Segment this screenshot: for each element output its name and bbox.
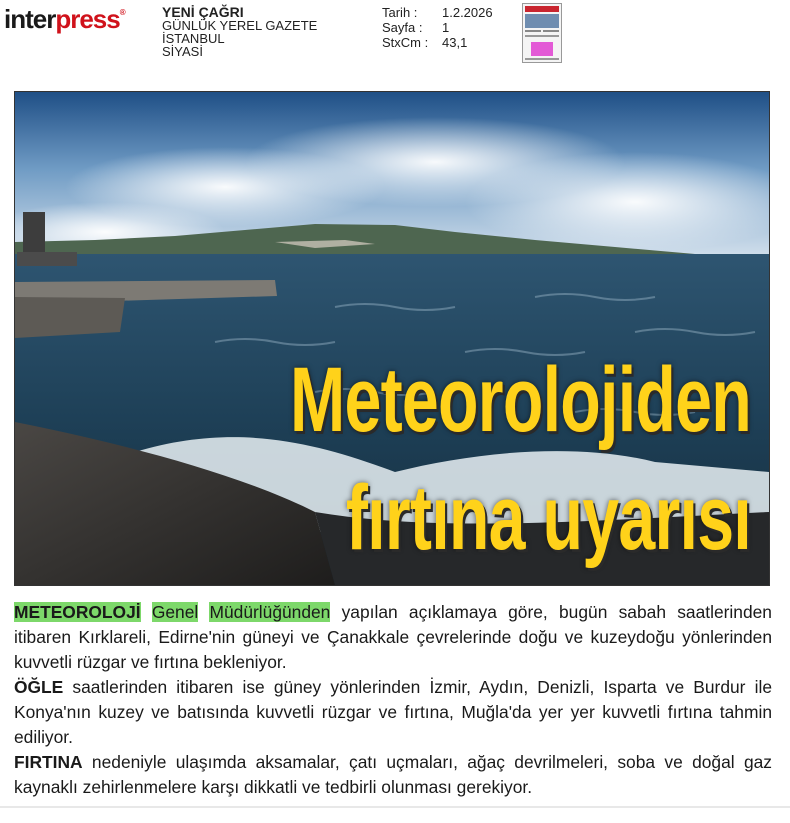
publication-category: SİYASİ — [162, 44, 203, 59]
bottom-divider — [0, 806, 790, 808]
meta-row-page — [382, 20, 493, 35]
clipping-meta — [382, 5, 493, 50]
meta-value: 1.2.2026 — [442, 5, 493, 20]
publication-city: İSTANBUL — [162, 31, 225, 46]
paragraph-text: yapılan açıklamaya göre, bugün sabah saatlerinden itibaren Kırklareli, Edirne'nin güneyi ve Çanakkale çevrelerinde doğu ve kuzeydoğu yönlerinden kuvvetli rüzgar ve fırtına bekleniyor. — [14, 602, 772, 672]
meta-row-date — [382, 5, 493, 20]
publication-type: GÜNLÜK YEREL GAZETE — [162, 18, 318, 33]
paragraph-1 — [14, 600, 772, 675]
headline-line-2: fırtına uyarısı — [345, 467, 751, 569]
meta-row-stxcm — [382, 35, 493, 50]
interpress-logo — [4, 4, 125, 35]
registered-mark: ® — [119, 8, 125, 17]
highlight-keyword: Genel — [151, 602, 199, 622]
meta-key: Tarih : — [382, 5, 418, 20]
highlight-keyword: METEOROLOJİ — [14, 602, 141, 622]
logo-part-inter: inter — [4, 4, 56, 34]
highlight-keyword: Müdürlüğünden — [209, 602, 331, 622]
meta-key: Sayfa : — [382, 20, 423, 35]
meta-value: 1 — [442, 20, 450, 35]
publication-name: YENİ ÇAĞRI — [162, 4, 244, 20]
paragraph-text: nedeniyle ulaşımda aksamalar, çatı uçmaları, ağaç devrilmeleri, soba ve doğal gaz kaynaklı zehirlenmelere karşı dikkatli ve tedbirli olunması gerekiyor. — [14, 752, 772, 797]
article-body — [14, 600, 772, 800]
publication-info — [162, 6, 317, 58]
logo-part-press: press — [55, 4, 120, 34]
paragraph-2 — [14, 675, 772, 750]
meta-key: StxCm : — [382, 35, 429, 50]
paragraph-text: saatlerinden itibaren ise güney yönlerinden İzmir, Aydın, Denizli, Isparta ve Burdur ile Konya'nın kuzey ve batısında kuvvetli rüzgar ve fırtına, Muğla'da yer yer kuvvetli fırtına tahmin ediliyor. — [14, 677, 772, 747]
paragraph-3 — [14, 750, 772, 800]
newspaper-page-thumbnail-icon[interactable] — [522, 3, 562, 63]
paragraph-lead: ÖĞLE — [14, 677, 64, 697]
paragraph-lead: FIRTINA — [14, 752, 83, 772]
headline-line-1: Meteorolojiden — [290, 349, 751, 451]
clipping-header — [0, 0, 790, 72]
article-photo — [14, 91, 770, 586]
meta-value: 43,1 — [442, 35, 468, 50]
